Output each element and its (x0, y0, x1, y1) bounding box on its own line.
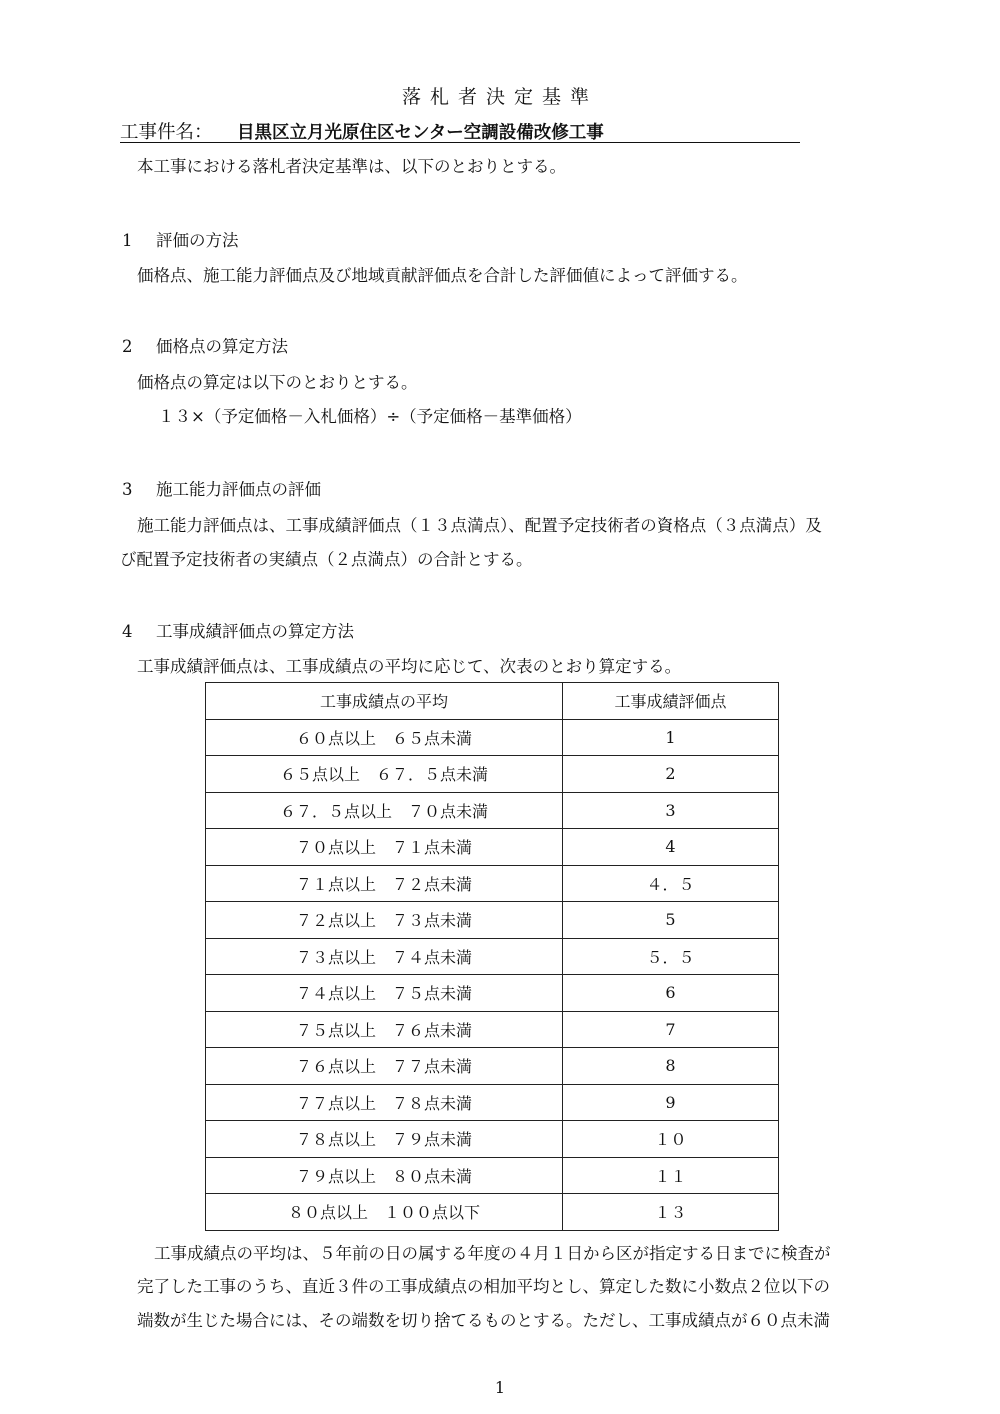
average-range: ６７．５点以上 ７０点未満 (206, 792, 563, 829)
average-range: ７４点以上 ７５点未満 (206, 975, 563, 1012)
after-table-line-2: 完了した工事のうち、直近３件の工事成績点の相加平均とし、算定した数に小数点２位以下の (137, 1277, 830, 1296)
table-row (206, 975, 779, 1012)
section-4-heading (122, 618, 354, 642)
table-row (206, 829, 779, 866)
average-range: ７１点以上 ７２点未満 (206, 865, 563, 902)
section-title: 施工能力評価点の評価 (156, 480, 321, 499)
evaluation-score: 3 (563, 792, 779, 829)
section-1-heading (122, 227, 239, 251)
section-2-heading (122, 333, 288, 357)
evaluation-score: 2 (563, 756, 779, 793)
evaluation-score: 9 (563, 1084, 779, 1121)
average-range: ６０点以上 ６５点未満 (206, 719, 563, 756)
average-range: ７８点以上 ７９点未満 (206, 1121, 563, 1158)
average-range: ７０点以上 ７１点未満 (206, 829, 563, 866)
table-row (206, 865, 779, 902)
table-row (206, 902, 779, 939)
section-4-text: 工事成績評価点は、工事成績点の平均に応じて、次表のとおり算定する。 (137, 657, 682, 676)
average-range: ７９点以上 ８０点未満 (206, 1157, 563, 1194)
evaluation-score: 8 (563, 1048, 779, 1085)
evaluation-score: １１ (563, 1157, 779, 1194)
table-row (206, 1011, 779, 1048)
project-name-line (120, 118, 800, 143)
section-title: 価格点の算定方法 (156, 337, 288, 356)
average-range: ８０点以上 １００点以下 (206, 1194, 563, 1231)
after-table-line-1: 工事成績点の平均は、５年前の日の属する年度の４月１日から区が指定する日までに検査が (154, 1244, 831, 1263)
average-range: ７２点以上 ７３点未満 (206, 902, 563, 939)
table-row (206, 792, 779, 829)
section-3-text-line-1: 施工能力評価点は、工事成績評価点（１３点満点）、配置予定技術者の資格点（３点満点）及 (137, 516, 822, 535)
section-3-heading (122, 476, 321, 500)
evaluation-score: 4 (563, 829, 779, 866)
section-number: 1 (122, 231, 133, 250)
table-row (206, 719, 779, 756)
table-header-row (206, 683, 779, 720)
grade-table (205, 682, 779, 1231)
project-label: 工事件名： (120, 122, 213, 143)
average-range: ７７点以上 ７８点未満 (206, 1084, 563, 1121)
intro-text: 本工事における落札者決定基準は、以下のとおりとする。 (137, 157, 566, 176)
evaluation-score: １０ (563, 1121, 779, 1158)
table-row (206, 938, 779, 975)
evaluation-score: 5 (563, 902, 779, 939)
evaluation-score: ４．５ (563, 865, 779, 902)
average-range: ７６点以上 ７７点未満 (206, 1048, 563, 1085)
evaluation-score: 1 (563, 719, 779, 756)
page-number: 1 (494, 1378, 506, 1397)
document-title: 落札者決定基準 (401, 86, 598, 108)
price-formula: １３×（予定価格－入札価格）÷（予定価格－基準価格） (158, 407, 582, 426)
section-title: 工事成績評価点の算定方法 (156, 622, 354, 641)
project-name: 目黒区立月光原住区センター空調設備改修工事 (237, 123, 604, 143)
table-row (206, 1194, 779, 1231)
average-range: ７５点以上 ７６点未満 (206, 1011, 563, 1048)
section-title: 評価の方法 (156, 231, 239, 250)
evaluation-score: 6 (563, 975, 779, 1012)
section-1-text: 価格点、施工能力評価点及び地域貢献評価点を合計した評価値によって評価する。 (137, 266, 748, 285)
table-row (206, 1084, 779, 1121)
column-header-average: 工事成績点の平均 (206, 683, 563, 720)
section-number: 3 (122, 480, 133, 499)
section-number: 2 (122, 337, 133, 356)
column-header-score: 工事成績評価点 (563, 683, 779, 720)
average-range: ７３点以上 ７４点未満 (206, 938, 563, 975)
table-row (206, 1048, 779, 1085)
table-row (206, 1121, 779, 1158)
average-range: ６５点以上 ６７．５点未満 (206, 756, 563, 793)
after-table-line-3: 端数が生じた場合には、その端数を切り捨てるものとする。ただし、工事成績点が６０点未満 (137, 1311, 830, 1330)
table-row (206, 1157, 779, 1194)
section-2-text: 価格点の算定は以下のとおりとする。 (137, 373, 418, 392)
table-row (206, 756, 779, 793)
evaluation-score: 7 (563, 1011, 779, 1048)
section-number: 4 (122, 622, 133, 641)
evaluation-score: ５．５ (563, 938, 779, 975)
evaluation-score: １３ (563, 1194, 779, 1231)
section-3-text-line-2: び配置予定技術者の実績点（２点満点）の合計とする。 (120, 550, 533, 569)
